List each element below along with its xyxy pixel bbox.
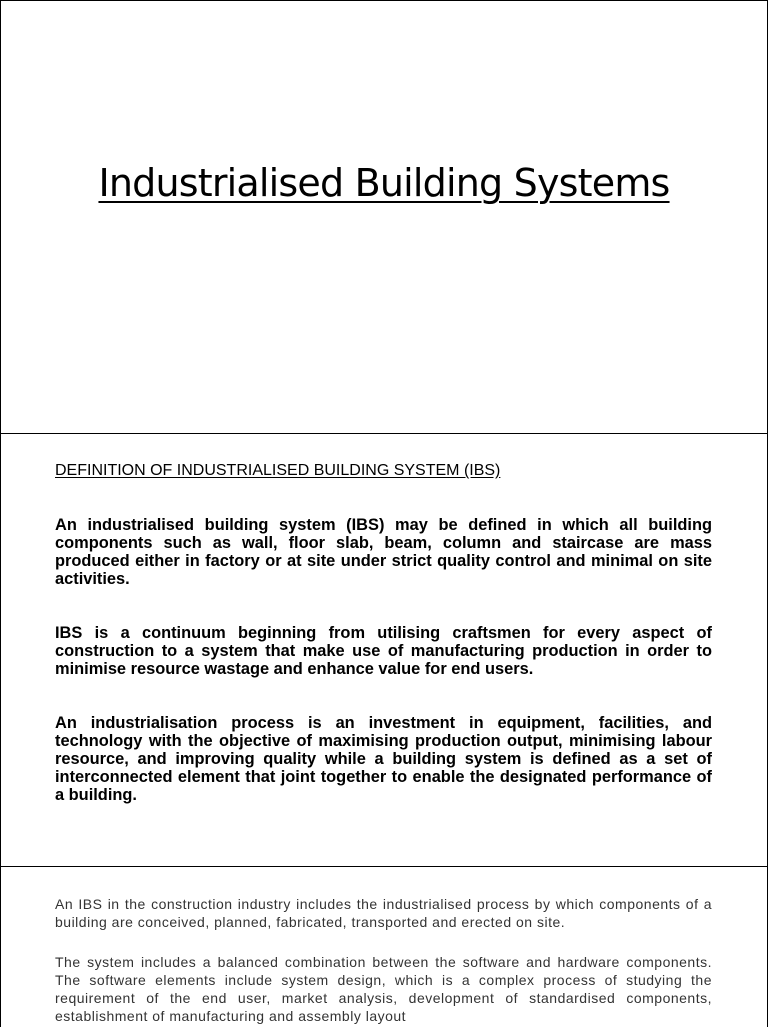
slide-title-text: Industrialised Building Systems xyxy=(98,161,670,205)
definition-paragraph: IBS is a continuum beginning from utilising craftsmen for every aspect of construction to a system that make use of manufacturing production in order to minimise resource wastage and enhance value for end users. xyxy=(55,624,712,678)
description-paragraph: An IBS in the construction industry includes the industrialised process by which components of a building are conceived, planned, fabricated, transported and erected on site. xyxy=(55,896,712,930)
definition-heading: DEFINITION OF INDUSTRIALISED BUILDING SYSTEM (IBS) xyxy=(55,462,501,479)
slide-title xyxy=(0,0,768,434)
definition-paragraph: An industrialisation process is an investment in equipment, facilities, and technology with the objective of maximising production output, minimising labour resource, and improving quality while a building system is defined as a set of interconnected element that joint together to enable the designated performance of a building. xyxy=(55,714,712,804)
slide-ibs-description xyxy=(0,866,768,1027)
definition-paragraph: An industrialised building system (IBS) may be defined in which all building components such as wall, floor slab, beam, column and staircase are mass produced either in factory or at site under strict quality control and minimal on site activities. xyxy=(55,516,712,588)
description-paragraph: The system includes a balanced combination between the software and hardware components. The software elements include system design, which is a complex process of studying the requirement of the end user, market analysis, development of standardised components, establishment of manufacturing and assembly layout xyxy=(55,954,712,1024)
slide-definition xyxy=(0,433,768,867)
